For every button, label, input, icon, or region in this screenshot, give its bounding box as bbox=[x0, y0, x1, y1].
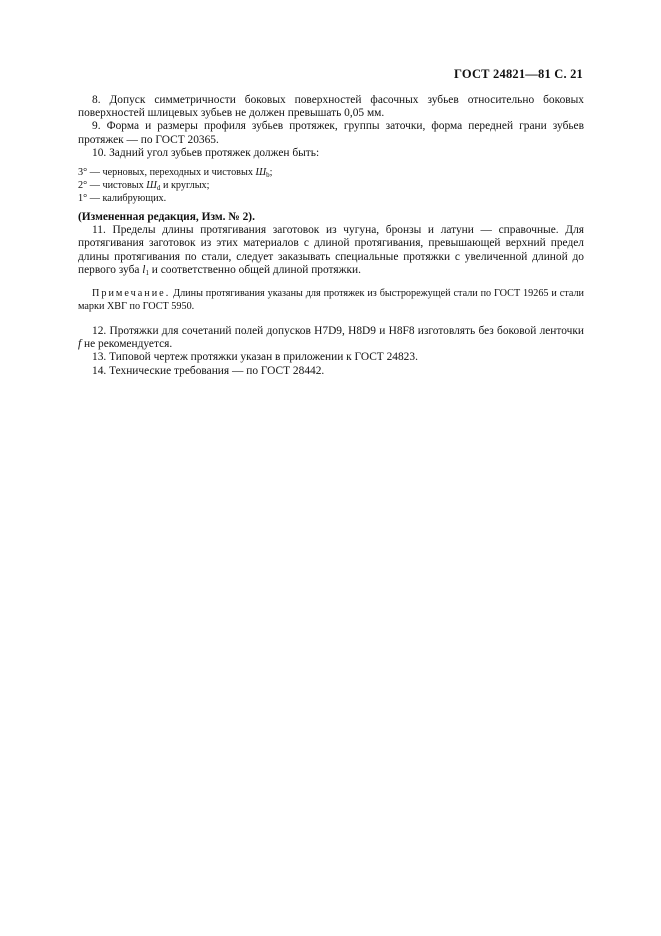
item-14: 14. Технические требования — по ГОСТ 28442. bbox=[92, 364, 325, 377]
page-header: ГОСТ 24821—81 С. 21 bbox=[454, 67, 583, 81]
note-label: Примечание. bbox=[92, 288, 171, 300]
item-13: 13. Типовой чертеж протяжки указан в приложении к ГОСТ 24823. bbox=[92, 351, 418, 364]
item-8: 8. Допуск симметричности боковых поверхностей фасочных зубьев относительно боковых поверхностей шлицевых зубьев не должен превышать 0,05 мм. bbox=[78, 94, 584, 120]
angle-list bbox=[78, 166, 584, 205]
item-12: 12. Протяжки для сочетаний полей допусков H7D9, H8D9 и H8F8 изготовлять без боковой ленточки f не рекомендуется. bbox=[78, 325, 584, 351]
angle-finishing: 2° — чистовых $Ш_d$ и круглых; bbox=[78, 180, 210, 193]
item-9: 9. Форма и размеры профиля зубьев протяжек, группы заточки, форма передней грани зубьев протяжек — по ГОСТ 20365. bbox=[78, 120, 584, 146]
document-body bbox=[78, 94, 584, 378]
angle-roughing: 3° — черновых, переходных и чистовых $Ш_b$; bbox=[78, 167, 273, 180]
edit-note: (Измененная редакция, Изм. № 2). bbox=[78, 211, 255, 224]
item-11: 11. Пределы длины протягивания заготовок из чугуна, бронзы и латуни — справочные. Для протягивания заготовок из этих материалов с длиной протягивания, превышающей верхний предел длины протягивания по стали, следует заказывать специальные протяжки с увеличенной длиной до первого зуба $l_1$ и соответственно общей длиной протяжки. bbox=[78, 224, 584, 277]
note: Примечание. Длины протягивания указаны для протяжек из быстрорежущей стали по ГОСТ 19265 и стали марки ХВГ по ГОСТ 5950. bbox=[78, 288, 584, 313]
item-10: 10. Задний угол зубьев протяжек должен быть: bbox=[92, 146, 320, 159]
angle-calibrating: 1° — калибрующих. bbox=[78, 193, 167, 205]
